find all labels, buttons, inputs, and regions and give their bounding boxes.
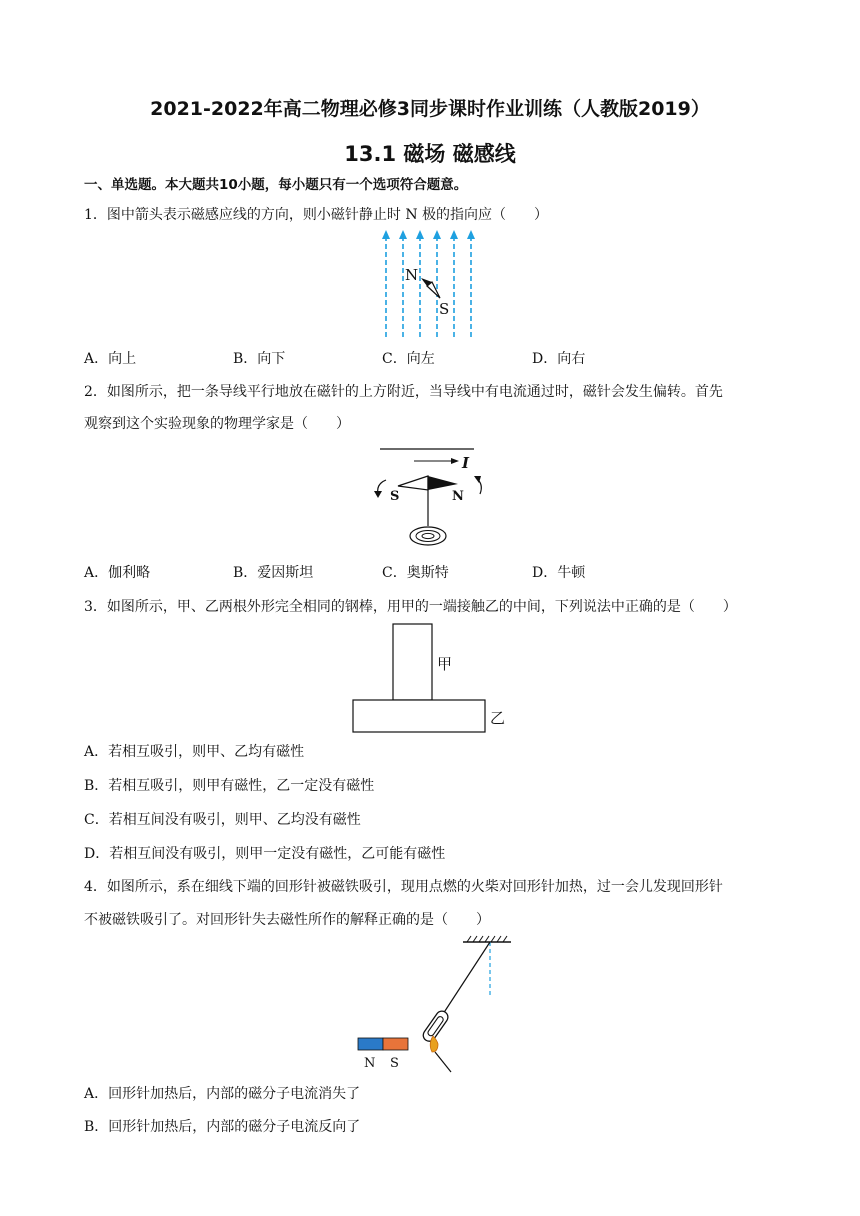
bar-yi xyxy=(353,700,485,732)
compass-needle xyxy=(398,476,458,526)
label-s: S xyxy=(439,300,450,318)
question-1-option-a[interactable]: A．向上 xyxy=(84,351,137,367)
question-3-option-d[interactable]: D．若相互间没有吸引，则甲一定没有磁性，乙可能有磁性 xyxy=(84,846,446,862)
question-2-option-d[interactable]: D．牛顿 xyxy=(532,565,586,581)
question-2-text-line-1: 2．如图所示，把一条导线平行地放在磁针的上方附近，当导线中有电流通过时，磁针会发生偏转。首先 xyxy=(84,384,723,400)
figure-q4-paperclip-magnet xyxy=(355,934,525,1076)
label-s: S xyxy=(390,489,400,504)
label-jia: 甲 xyxy=(437,655,453,673)
question-4-text-line-1: 4．如图所示，系在细线下端的回形针被磁铁吸引，现用点燃的火柴对回形针加热，过一会儿发现回形针 xyxy=(84,879,723,895)
label-n: N xyxy=(364,1056,376,1071)
label-current: I xyxy=(462,454,470,472)
label-yi: 乙 xyxy=(490,709,506,727)
question-4-option-a[interactable]: A．回形针加热后，内部的磁分子电流消失了 xyxy=(84,1086,361,1102)
question-1-text: 1．图中箭头表示磁感应线的方向，则小磁针静止时 N 极的指向应（ ） xyxy=(84,207,549,223)
question-1-option-c[interactable]: C．向左 xyxy=(382,351,435,367)
document-title: 2021-2022年高二物理必修3同步课时作业训练（人教版2019） xyxy=(150,98,710,120)
question-4-text-line-2: 不被磁铁吸引了。对回形针失去磁性所作的解释正确的是（ ） xyxy=(84,912,490,928)
question-4-option-b[interactable]: B．回形针加热后，内部的磁分子电流反向了 xyxy=(84,1119,361,1135)
figure-q3-steel-bars xyxy=(350,622,520,734)
magnet-s-pole xyxy=(383,1038,408,1050)
label-n: N xyxy=(452,489,464,504)
document-subtitle: 13.1 磁场 磁感线 xyxy=(344,142,516,166)
question-2-option-a[interactable]: A．伽利略 xyxy=(84,565,151,581)
label-n: N xyxy=(405,266,419,284)
section-heading: 一、单选题。本大题共10小题，每小题只有一个选项符合题意。 xyxy=(84,177,468,193)
question-3-text: 3．如图所示，甲、乙两根外形完全相同的钢棒，用甲的一端接触乙的中间，下列说法中正确的是（ ） xyxy=(84,599,737,615)
question-2-option-c[interactable]: C．奥斯特 xyxy=(382,565,449,581)
bar-jia xyxy=(393,624,432,700)
question-3-option-a[interactable]: A．若相互吸引，则甲、乙均有磁性 xyxy=(84,744,305,760)
question-3-option-b[interactable]: B．若相互吸引，则甲有磁性，乙一定没有磁性 xyxy=(84,778,375,794)
question-3-option-c[interactable]: C．若相互间没有吸引，则甲、乙均没有磁性 xyxy=(84,812,361,828)
question-2-text-line-2: 观察到这个实验现象的物理学家是（ ） xyxy=(84,416,350,432)
magnet-n-pole xyxy=(358,1038,383,1050)
question-2-option-b[interactable]: B．爱因斯坦 xyxy=(233,565,314,581)
label-s: S xyxy=(390,1056,399,1071)
question-1-option-d[interactable]: D．向右 xyxy=(532,351,586,367)
question-1-option-b[interactable]: B．向下 xyxy=(233,351,286,367)
figure-q2-oersted-experiment xyxy=(362,446,492,554)
flame-icon xyxy=(430,1036,438,1052)
figure-q1-magnetic-field xyxy=(370,228,480,340)
